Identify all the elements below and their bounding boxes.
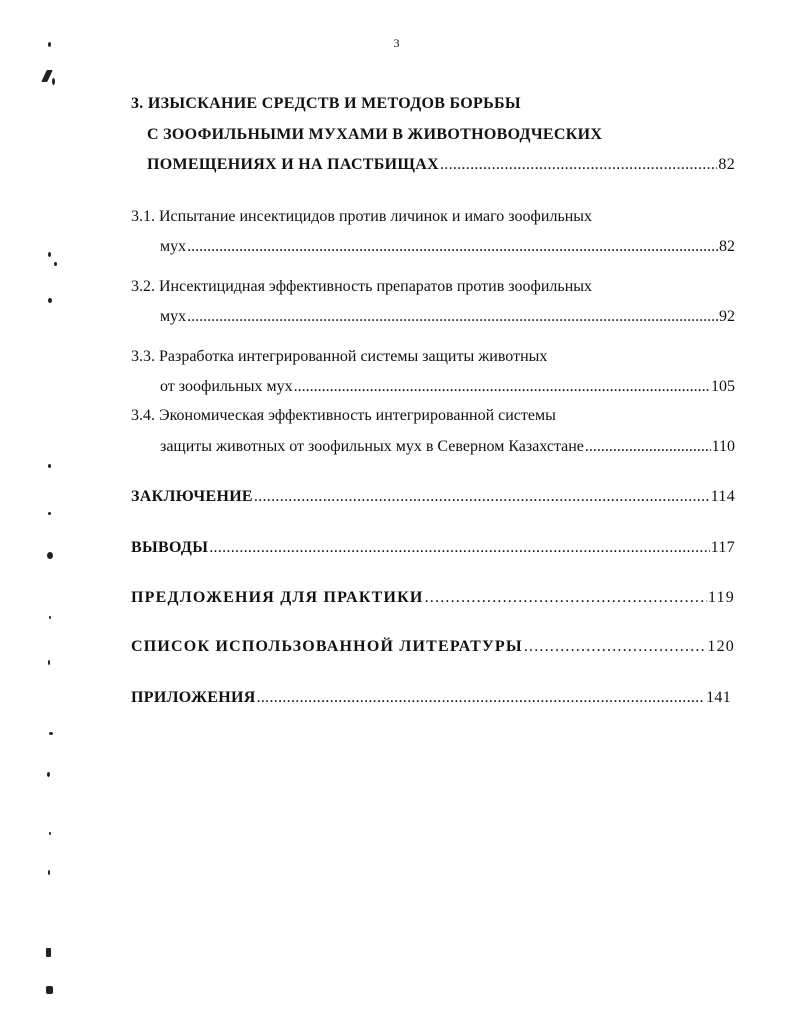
scan-speck [46,986,53,994]
scan-speck [49,832,51,835]
toc-entry-section-3[interactable] [147,154,735,176]
dot-leader [187,236,718,258]
page-ref: 119 [707,589,735,606]
toc-entry-3-3[interactable] [160,376,735,398]
scan-speck [54,262,57,266]
scan-speck [48,870,50,875]
dot-leader [585,436,711,458]
subsection-3-1-title-cont: мух [160,238,187,255]
scan-speck [48,252,51,257]
subsection-3-2-title: 3.2. Инсектицидная эффективность препаратов против зоофильных [131,278,593,295]
chapter-title: ВЫВОДЫ [131,539,209,556]
page-ref: 141 [706,689,731,706]
dot-leader [440,154,717,176]
toc-entry-references[interactable] [131,636,735,658]
scan-speck [52,78,55,85]
page-ref: 120 [707,638,735,655]
scan-speck [48,660,50,665]
toc-entry-recommendations[interactable] [131,587,735,609]
subsection-3-2-title-cont: мух [160,308,187,325]
chapter-title: ПРИЛОЖЕНИЯ [131,689,256,706]
subsection-3-3-title-cont: от зоофильных мух [160,378,293,395]
section-heading-line-1: 3. ИЗЫСКАНИЕ СРЕДСТВ И МЕТОДОВ БОРЬБЫ [131,95,521,112]
chapter-title: СПИСОК ИСПОЛЬЗОВАННОЙ ЛИТЕРАТУРЫ [131,638,523,655]
section-heading-line-3: ПОМЕЩЕНИЯХ И НА ПАСТБИЩАХ [147,156,439,173]
subsection-3-4-title-cont: защиты животных от зоофильных мух в Северном Казахстане [160,438,584,455]
scan-speck [49,732,53,735]
page-ref: 82 [718,156,735,173]
chapter-title: ПРЕДЛОЖЕНИЯ ДЛЯ ПРАКТИКИ [131,589,424,606]
toc-entry-3-2[interactable] [160,306,735,328]
subsection-3-1-title: 3.1. Испытание инсектицидов против личинок и имаго зоофильных [131,208,593,225]
scan-speck [49,616,51,619]
dot-leader [254,486,710,508]
scan-speck [48,298,52,303]
dot-leader [187,306,718,328]
page-ref: 114 [710,488,735,505]
toc-entry-conclusion[interactable] [131,486,735,508]
subsection-3-4-title: 3.4. Экономическая эффективность интегрированной системы [131,407,556,424]
scan-speck [46,948,51,957]
dot-leader [209,537,709,559]
section-heading-line-2: С ЗООФИЛЬНЫМИ МУХАМИ В ЖИВОТНОВОДЧЕСКИХ [147,126,603,143]
page-ref: 105 [711,378,735,395]
scan-speck [48,42,51,47]
dot-leader [257,687,706,709]
dot-leader [425,587,707,609]
page-ref: 82 [719,238,735,255]
scan-speck [47,552,53,559]
page-ref: 110 [711,438,735,455]
toc-entry-appendices[interactable] [131,687,731,709]
subsection-3-3-title: 3.3. Разработка интегрированной системы защиты животных [131,348,548,365]
page-ref: 92 [719,308,735,325]
scan-speck [48,464,51,468]
toc-entry-conclusions[interactable] [131,537,735,559]
toc-entry-3-1[interactable] [160,236,735,258]
toc-entry-3-4[interactable] [160,436,735,458]
chapter-title: ЗАКЛЮЧЕНИЕ [131,488,253,505]
scan-speck [48,512,51,515]
dot-leader [294,376,710,398]
dot-leader [524,636,707,658]
page-ref: 117 [710,539,735,556]
scan-speck [47,772,50,777]
page-number: 3 [393,36,400,50]
